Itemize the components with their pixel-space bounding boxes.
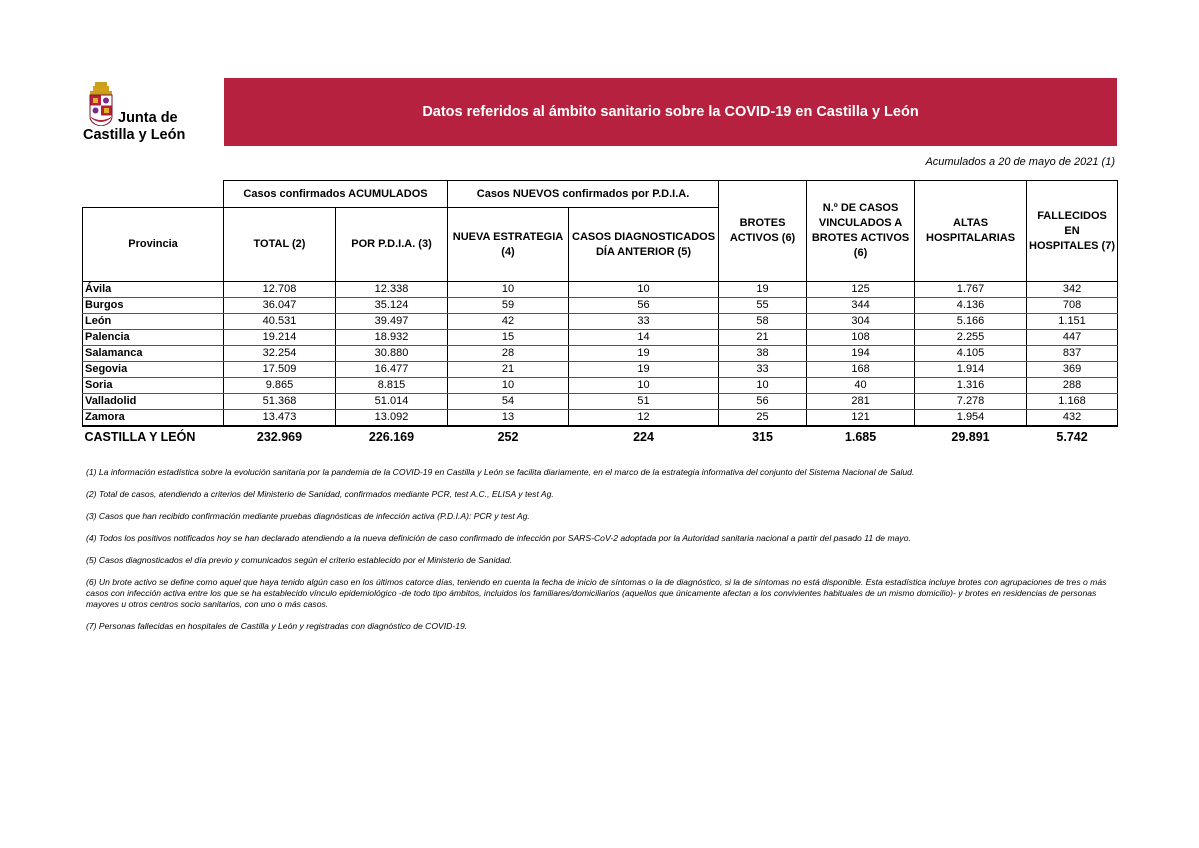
- table-cell: 17.509: [224, 362, 336, 378]
- header-casos-diagnosticados: CASOS DIAGNOSTICADOS DÍA ANTERIOR (5): [569, 208, 719, 282]
- header-group-row: [83, 181, 1118, 208]
- footnote: (2) Total de casos, atendiendo a criterios del Ministerio de Sanidad, confirmados mediante PCR, test A.C., ELISA y test Ag.: [86, 489, 554, 499]
- table-cell: 16.477: [336, 362, 448, 378]
- table-cell: 13: [448, 410, 569, 427]
- table-cell: 1.151: [1027, 314, 1118, 330]
- table-cell: 5.166: [915, 314, 1027, 330]
- table-cell: 51.014: [336, 394, 448, 410]
- province-cell: Salamanca: [83, 346, 224, 362]
- table-row: [83, 362, 1118, 378]
- table-cell: 32.254: [224, 346, 336, 362]
- table-cell: 14: [569, 330, 719, 346]
- table-cell: 10: [448, 282, 569, 298]
- table-cell: 42: [448, 314, 569, 330]
- table-cell: 447: [1027, 330, 1118, 346]
- table-row: [83, 330, 1118, 346]
- table-cell: 10: [448, 378, 569, 394]
- province-cell: Segovia: [83, 362, 224, 378]
- footnote: (1) La información estadística sobre la evolución sanitaria por la pandemia de la COVID-19 en Castilla y León se facilita diariamente, en el marco de la estrategia informativa del conjunto del Sistema Nacional de Salud.: [86, 467, 915, 477]
- table-cell: 1.168: [1027, 394, 1118, 410]
- header-fallecidos: FALLECIDOS EN HOSPITALES (7): [1027, 181, 1118, 282]
- header-blank: [83, 181, 224, 208]
- table-cell: 13.092: [336, 410, 448, 427]
- table-cell: 30.880: [336, 346, 448, 362]
- table-row: [83, 298, 1118, 314]
- table-cell: 13.473: [224, 410, 336, 427]
- table-cell: 15: [448, 330, 569, 346]
- province-cell: Burgos: [83, 298, 224, 314]
- table-cell: 19: [569, 362, 719, 378]
- table-row: [83, 378, 1118, 394]
- footnote: (7) Personas fallecidas en hospitales de Castilla y León y registradas con diagnóstico de COVID-19.: [86, 621, 468, 631]
- header-group-nuevos: Casos NUEVOS confirmados por P.D.I.A.: [448, 181, 719, 208]
- total-row: [83, 426, 1118, 447]
- table-row: [83, 410, 1118, 427]
- table-cell: 12.338: [336, 282, 448, 298]
- province-cell: Soria: [83, 378, 224, 394]
- table-cell: 1.954: [915, 410, 1027, 427]
- table-cell: 12.708: [224, 282, 336, 298]
- table-cell: 58: [719, 314, 807, 330]
- table-cell: 1.316: [915, 378, 1027, 394]
- table-cell: 19: [719, 282, 807, 298]
- table-cell: 342: [1027, 282, 1118, 298]
- page-title: Datos referidos al ámbito sanitario sobre la COVID-19 en Castilla y León: [422, 104, 919, 120]
- table-body: [83, 282, 1118, 427]
- table-cell: 19.214: [224, 330, 336, 346]
- province-cell: Palencia: [83, 330, 224, 346]
- table-cell: 4.105: [915, 346, 1027, 362]
- table-row: [83, 314, 1118, 330]
- province-cell: Valladolid: [83, 394, 224, 410]
- header-nueva-estrategia: NUEVA ESTRATEGIA (4): [448, 208, 569, 282]
- covid-data-table: [82, 180, 1118, 447]
- header-group-acumulados: Casos confirmados ACUMULADOS: [224, 181, 448, 208]
- table-cell: 168: [807, 362, 915, 378]
- table-cell: 51.368: [224, 394, 336, 410]
- table-cell: 21: [448, 362, 569, 378]
- date-note: Acumulados a 20 de mayo de 2021 (1): [925, 156, 1115, 168]
- table-cell: 10: [719, 378, 807, 394]
- province-cell: Ávila: [83, 282, 224, 298]
- table-cell: 39.497: [336, 314, 448, 330]
- table-cell: 19: [569, 346, 719, 362]
- table-cell: 9.865: [224, 378, 336, 394]
- table-cell: 40.531: [224, 314, 336, 330]
- table-cell: 28: [448, 346, 569, 362]
- table-cell: 10: [569, 378, 719, 394]
- header-pdia: POR P.D.I.A. (3): [336, 208, 448, 282]
- province-cell: León: [83, 314, 224, 330]
- header-total: TOTAL (2): [224, 208, 336, 282]
- table-cell: 108: [807, 330, 915, 346]
- table-cell: 708: [1027, 298, 1118, 314]
- header-altas: ALTAS HOSPITALARIAS: [915, 181, 1027, 282]
- table-cell: 281: [807, 394, 915, 410]
- table-cell: 21: [719, 330, 807, 346]
- table-cell: 10: [569, 282, 719, 298]
- footnote: (5) Casos diagnosticados el día previo y comunicados según el criterio establecido por el Ministerio de Sanidad.: [86, 555, 513, 565]
- total-cell: 226.169: [336, 426, 448, 447]
- table-cell: 33: [719, 362, 807, 378]
- table-cell: 369: [1027, 362, 1118, 378]
- table-cell: 56: [569, 298, 719, 314]
- total-cell: 1.685: [807, 426, 915, 447]
- table-cell: 1.914: [915, 362, 1027, 378]
- total-cell: 29.891: [915, 426, 1027, 447]
- total-label: CASTILLA Y LEÓN: [83, 426, 224, 447]
- table-row: [83, 394, 1118, 410]
- table-cell: 33: [569, 314, 719, 330]
- table-cell: 38: [719, 346, 807, 362]
- table-cell: 837: [1027, 346, 1118, 362]
- table-cell: 7.278: [915, 394, 1027, 410]
- table-cell: 18.932: [336, 330, 448, 346]
- table-row: [83, 346, 1118, 362]
- coat-of-arms-icon: [89, 82, 113, 126]
- table-cell: 12: [569, 410, 719, 427]
- table-cell: 304: [807, 314, 915, 330]
- table-cell: 288: [1027, 378, 1118, 394]
- junta-logo: [80, 82, 220, 148]
- header-vinculados: N.º DE CASOS VINCULADOS A BROTES ACTIVOS (6): [807, 181, 915, 282]
- province-cell: Zamora: [83, 410, 224, 427]
- table-cell: 35.124: [336, 298, 448, 314]
- header-provincia: Provincia: [83, 208, 224, 282]
- table-cell: 432: [1027, 410, 1118, 427]
- table-cell: 1.767: [915, 282, 1027, 298]
- total-cell: 315: [719, 426, 807, 447]
- footnote: (3) Casos que han recibido confirmación mediante pruebas diagnósticas de infección activa (P.D.I.A): PCR y test Ag.: [86, 511, 530, 521]
- total-cell: 252: [448, 426, 569, 447]
- table-cell: 40: [807, 378, 915, 394]
- logo-text-castilla: Castilla y León: [83, 127, 186, 143]
- table-cell: 59: [448, 298, 569, 314]
- table-cell: 4.136: [915, 298, 1027, 314]
- table-cell: 121: [807, 410, 915, 427]
- table-cell: 55: [719, 298, 807, 314]
- table-cell: 125: [807, 282, 915, 298]
- table-cell: 36.047: [224, 298, 336, 314]
- total-cell: 5.742: [1027, 426, 1118, 447]
- header-brotes: BROTES ACTIVOS (6): [719, 181, 807, 282]
- footnote: (4) Todos los positivos notificados hoy se han declarado atendiendo a la nueva definición de caso confirmado de infección por SARS-CoV-2 adoptada por la Autoridad sanitaria nacional a partir del pasado 11 de mayo.: [86, 533, 911, 543]
- footnotes: [86, 467, 1121, 632]
- table-cell: 8.815: [336, 378, 448, 394]
- total-cell: 232.969: [224, 426, 336, 447]
- table-cell: 54: [448, 394, 569, 410]
- total-cell: 224: [569, 426, 719, 447]
- table-row: [83, 282, 1118, 298]
- table-cell: 51: [569, 394, 719, 410]
- table-cell: 2.255: [915, 330, 1027, 346]
- table-cell: 25: [719, 410, 807, 427]
- table-cell: 194: [807, 346, 915, 362]
- table-cell: 56: [719, 394, 807, 410]
- logo-text-junta: Junta de: [118, 110, 178, 126]
- footnote: (6) Un brote activo se define como aquel que haya tenido algún caso en los últimos catorce días, teniendo en cuenta la fecha de inicio de síntomas o la de diagnóstico, si la de síntomas no está disponible. Esta estadística incluye brotes con agrupaciones de tres o más casos con infección activa entre los que se ha establecido vínculo epidemiológico -de todo tipo ámbitos, incluidos los familiares/domiciliarios (aquellos que únicamente afectan a los convivientes habituales de un mismo domicilio)- y brotes en residencias de personas mayores u otros centros socio sanitarios, con uno o más casos.: [86, 577, 1107, 609]
- title-banner: [224, 78, 1117, 146]
- table-cell: 344: [807, 298, 915, 314]
